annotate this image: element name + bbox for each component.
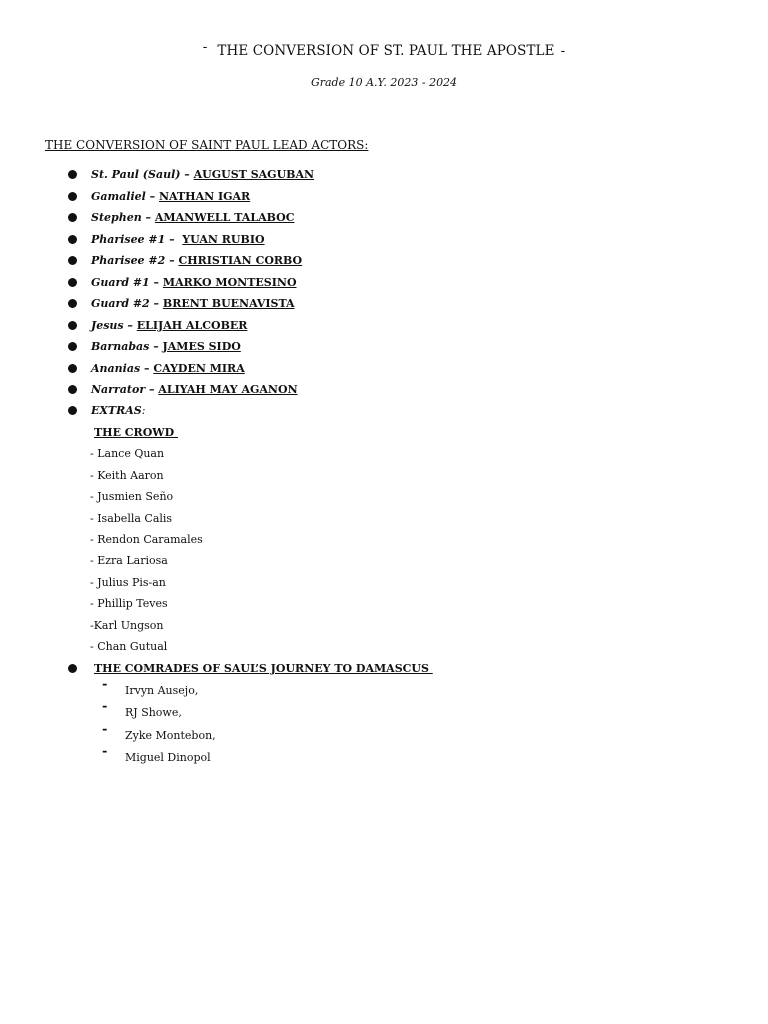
title-dash-right: - xyxy=(560,43,566,59)
bullet-icon xyxy=(68,406,77,415)
bullet-icon xyxy=(68,342,77,351)
crowd-member: - Isabella Calis xyxy=(90,512,173,525)
cast-line xyxy=(91,211,294,224)
role-name: Jesus xyxy=(91,319,124,332)
bullet-icon xyxy=(68,364,77,373)
cast-line xyxy=(91,254,302,267)
comrade-name: RJ Showe, xyxy=(125,706,182,719)
role-name: Guard #1 xyxy=(91,276,150,289)
comrades-heading: THE COMRADES OF SAUL’S JOURNEY TO DAMASCUS xyxy=(94,662,433,675)
role-separator: – xyxy=(149,297,163,310)
crowd-member: - Ezra Lariosa xyxy=(90,554,168,567)
crowd-member: - Jusmien Seño xyxy=(90,490,174,503)
title-text: THE CONVERSION OF ST. PAUL THE APOSTLE xyxy=(217,43,555,59)
crowd-member: - Keith Aaron xyxy=(90,469,164,482)
actor-name: CHRISTIAN CORBO xyxy=(178,254,303,267)
extras-colon: : xyxy=(141,404,146,417)
role-separator: – xyxy=(141,211,155,224)
comrade-dash: - xyxy=(102,699,108,714)
document-subtitle: Grade 10 A.Y. 2023 - 2024 xyxy=(310,76,458,89)
role-separator: – xyxy=(180,168,194,181)
actor-name: BRENT BUENAVISTA xyxy=(162,297,295,310)
cast-line xyxy=(91,233,265,246)
comrade-dash: - xyxy=(102,722,108,737)
bullet-icon xyxy=(68,235,77,244)
title-dash-left: - xyxy=(202,39,208,55)
cast-line xyxy=(91,362,245,375)
role-name: Narrator xyxy=(91,383,146,396)
actor-name: ALIYAH MAY AGANON xyxy=(158,383,298,396)
comrade-name: Zyke Montebon, xyxy=(125,729,216,742)
bullet-icon xyxy=(68,299,77,308)
extras-row xyxy=(0,404,146,424)
role-separator: – xyxy=(145,383,159,396)
role-name: Barnabas xyxy=(91,340,150,353)
actor-name: MARKO MONTESINO xyxy=(162,276,297,289)
actor-name: CAYDEN MIRA xyxy=(153,362,245,375)
cast-line xyxy=(91,190,250,203)
role-separator: – xyxy=(145,190,159,203)
extras-label: EXTRAS xyxy=(91,404,142,417)
actor-name: YUAN RUBIO xyxy=(182,233,265,246)
bullet-icon xyxy=(68,170,77,179)
crowd-member: - Lance Quan xyxy=(90,447,165,460)
crowd-member: -Karl Ungson xyxy=(90,619,164,632)
crowd-member: - Chan Gutual xyxy=(90,640,168,653)
bullet-icon xyxy=(68,256,77,265)
cast-line xyxy=(91,168,314,181)
comrade-dash: - xyxy=(102,677,108,692)
bullet-icon xyxy=(68,321,77,330)
bullet-icon xyxy=(68,385,77,394)
cast-line xyxy=(91,297,295,310)
comrades-row xyxy=(0,662,7,682)
role-name: Pharisee #2 xyxy=(91,254,166,267)
role-name: Guard #2 xyxy=(91,297,150,310)
role-name: Ananias xyxy=(91,362,141,375)
role-separator: – xyxy=(165,254,179,267)
role-separator: – xyxy=(140,362,154,375)
actor-name: NATHAN IGAR xyxy=(159,190,251,203)
cast-line xyxy=(91,319,247,332)
lead-actors-heading: THE CONVERSION OF SAINT PAUL LEAD ACTORS: xyxy=(45,138,369,152)
cast-line xyxy=(91,383,298,396)
comrade-name: Miguel Dinopol xyxy=(125,751,211,764)
comrade-name: Irvyn Ausejo, xyxy=(125,684,199,697)
cast-line xyxy=(91,340,241,353)
role-separator: – xyxy=(165,233,183,246)
document-title xyxy=(0,39,768,59)
role-separator: – xyxy=(123,319,137,332)
cast-line xyxy=(91,276,297,289)
actor-name: AUGUST SAGUBAN xyxy=(193,168,315,181)
role-name: Stephen xyxy=(91,211,142,224)
role-separator: – xyxy=(149,340,163,353)
actor-name: ELIJAH ALCOBER xyxy=(136,319,248,332)
crowd-member: - Julius Pis-an xyxy=(90,576,166,589)
crowd-heading: THE CROWD xyxy=(94,426,178,439)
role-name: Gamaliel xyxy=(91,190,146,203)
comrade-dash: - xyxy=(102,744,108,759)
crowd-member: - Rendon Caramales xyxy=(90,533,203,546)
bullet-icon xyxy=(68,192,77,201)
crowd-member: - Phillip Teves xyxy=(90,597,168,610)
role-separator: – xyxy=(149,276,163,289)
actor-name: AMANWELL TALABOC xyxy=(154,211,295,224)
bullet-icon xyxy=(68,213,77,222)
role-name: Pharisee #1 xyxy=(91,233,166,246)
bullet-icon xyxy=(68,278,77,287)
role-name: St. Paul (Saul) xyxy=(91,168,181,181)
actor-name: JAMES SIDO xyxy=(162,340,241,353)
bullet-icon xyxy=(68,664,77,673)
extras-label-line xyxy=(91,404,145,417)
